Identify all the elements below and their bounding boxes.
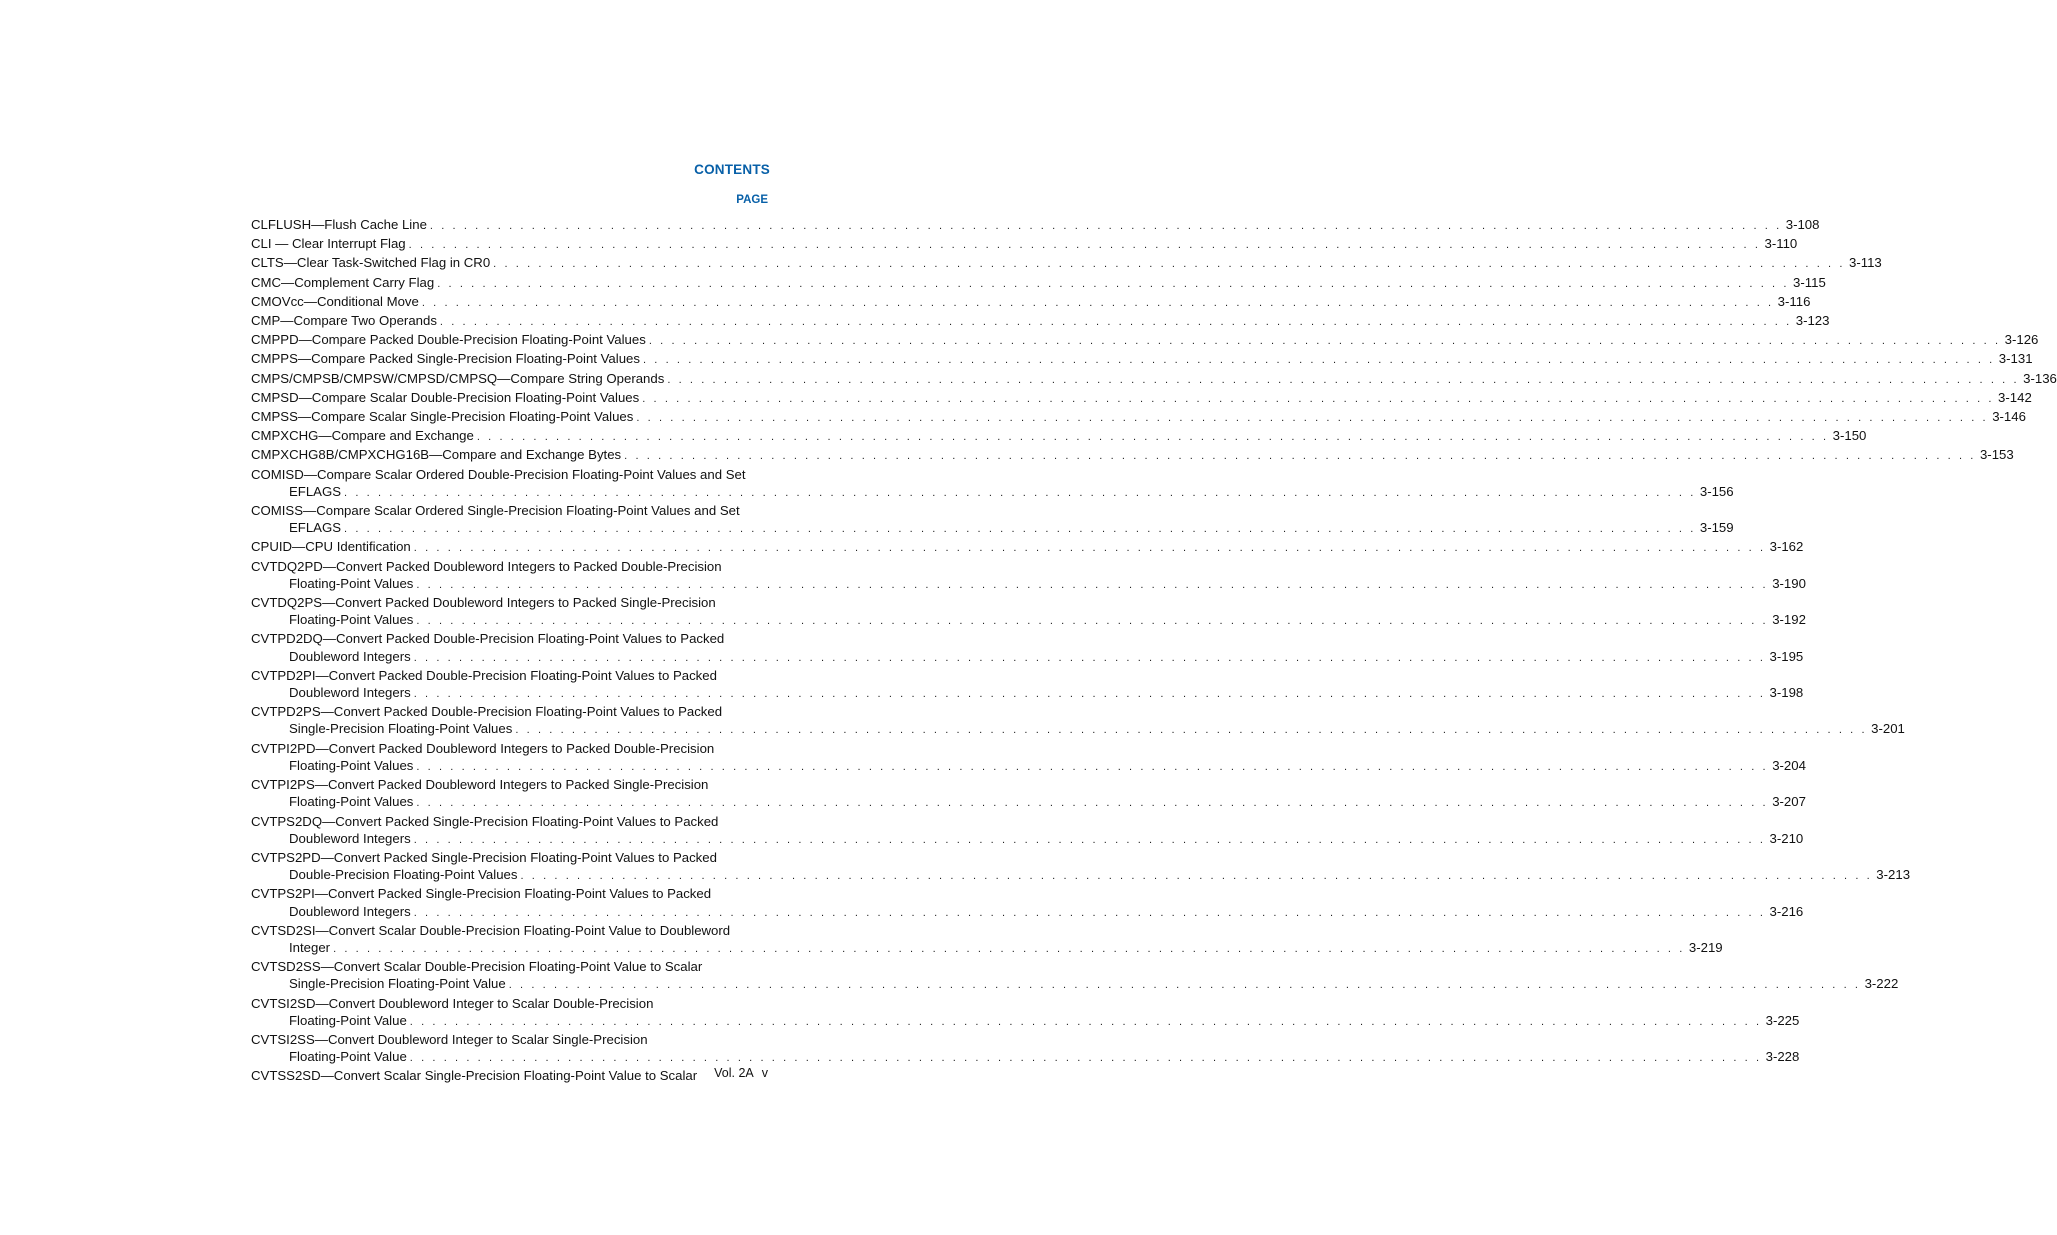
toc-entry-title: CLTS—Clear Task-Switched Flag in CR0 bbox=[251, 255, 491, 271]
dot-leader: . . . . . . . . . . . . . . . . . . . . . . . . . . . . . . . . . . . . . . . . . . . . . . . . . . . . . . . . . . . . . . . . . . . . . . . . . . . . . . . . . . . . . . . . . . . . . . . . . . . . . . . . . . . . . . . . . . . . . . . . bbox=[642, 392, 1995, 405]
toc-page-number: 3-213 bbox=[1876, 867, 1911, 883]
page-footer bbox=[714, 1066, 768, 1080]
toc-entry[interactable] bbox=[251, 667, 1804, 703]
toc-entry-continuation bbox=[251, 903, 1804, 922]
toc-entry-continuation bbox=[251, 1012, 1800, 1031]
toc-entry[interactable] bbox=[251, 813, 1804, 849]
toc-entry-line bbox=[251, 466, 769, 483]
toc-entry-title: CVTDQ2PS—Convert Packed Doubleword Integers to Packed Single-Precision bbox=[251, 595, 716, 611]
toc-entry-title: CLI — Clear Interrupt Flag bbox=[251, 236, 406, 252]
toc-entry[interactable] bbox=[251, 594, 1806, 630]
toc-entry[interactable] bbox=[251, 312, 1830, 331]
toc-entry-title: Doubleword Integers bbox=[289, 830, 411, 846]
toc-page-number: 3-162 bbox=[1769, 539, 1804, 555]
dot-leader: . . . . . . . . . . . . . . . . . . . . . . . . . . . . . . . . . . . . . . . . . . . . . . . . . . . . . . . . . . . . . . . . . . . . . . . . . . . . . . . . . . . . . . . . . . . . . . . . . . . . . . . . . . . . . . . . . . . . . . . . bbox=[421, 296, 1774, 309]
toc-page-number: 3-153 bbox=[1979, 447, 2014, 463]
toc-entry[interactable] bbox=[251, 293, 1811, 312]
dot-leader: . . . . . . . . . . . . . . . . . . . . . . . . . . . . . . . . . . . . . . . . . . . . . . . . . . . . . . . . . . . . . . . . . . . . . . . . . . . . . . . . . . . . . . . . . . . . . . . . . . . . . . . . . . . . . . . . . . . . . . . . bbox=[642, 354, 1995, 367]
toc-entry-line bbox=[251, 331, 2039, 350]
toc-entry-title: EFLAGS bbox=[289, 483, 342, 499]
dot-leader: . . . . . . . . . . . . . . . . . . . . . . . . . . . . . . . . . . . . . . . . . . . . . . . . . . . . . . . . . . . . . . . . . . . . . . . . . . . . . . . . . . . . . . . . . . . . . . . . . . . . . . . . . . . . . . . . . . . . . . . . bbox=[413, 906, 1766, 919]
toc-entry-continuation bbox=[251, 866, 1911, 885]
toc-page-number: 3-131 bbox=[1998, 351, 2033, 367]
toc-entry[interactable] bbox=[251, 446, 2014, 465]
toc-page-number: 3-195 bbox=[1769, 648, 1804, 664]
dot-leader: . . . . . . . . . . . . . . . . . . . . . . . . . . . . . . . . . . . . . . . . . . . . . . . . . . . . . . . . . . . . . . . . . . . . . . . . . . . . . . . . . . . . . . . . . . . . . . . . . . . . . . . . . . . . . . . . . . . . . . . . bbox=[344, 486, 1696, 499]
toc-entry-title: Doubleword Integers bbox=[289, 685, 411, 701]
toc-entry-title: CMPXCHG8B/CMPXCHG16B—Compare and Exchange Bytes bbox=[251, 447, 622, 463]
toc-entry-title: CLFLUSH—Flush Cache Line bbox=[251, 217, 427, 232]
toc-entry-title: CMP—Compare Two Operands bbox=[251, 313, 437, 329]
dot-leader: . . . . . . . . . . . . . . . . . . . . . . . . . . . . . . . . . . . . . . . . . . . . . . . . . . . . . . . . . . . . . . . . . . . . . . . . . . . . . . . . . . . . . . . . . . . . . . . . . . . . . . . . . . . . . . . . . . . . . . . . bbox=[416, 578, 1769, 591]
toc-entry[interactable] bbox=[251, 776, 1806, 812]
dot-leader: . . . . . . . . . . . . . . . . . . . . . . . . . . . . . . . . . . . . . . . . . . . . . . . . . . . . . . . . . . . . . . . . . . . . . . . . . . . . . . . . . . . . . . . . . . . . . . . . . . . . . . . . . . . . . . . . . . . . . . . . bbox=[515, 724, 1868, 737]
toc-entry-title: Floating-Point Values bbox=[289, 757, 414, 773]
toc-entry-title: CMPXCHG—Compare and Exchange bbox=[251, 428, 474, 444]
contents-heading: CONTENTS bbox=[694, 162, 770, 177]
toc-page-number: 3-126 bbox=[2004, 332, 2039, 348]
toc-entry-title: CVTDQ2PD—Convert Packed Doubleword Integers to Packed Double-Precision bbox=[251, 558, 722, 574]
toc-entry-continuation bbox=[251, 793, 1806, 812]
toc-entry-title: CMPSS—Compare Scalar Single-Precision Floating-Point Values bbox=[251, 409, 634, 425]
toc-entry-title: Integer bbox=[289, 939, 331, 955]
toc-entry-line bbox=[251, 254, 1882, 273]
toc-entry-line bbox=[251, 630, 769, 647]
dot-leader: . . . . . . . . . . . . . . . . . . . . . . . . . . . . . . . . . . . . . . . . . . . . . . . . . . . . . . . . . . . . . . . . . . . . . . . . . . . . . . . . . . . . . . . . . . . . . . . . . . . . . . . . . . . . . . . . . . . . . . . . bbox=[439, 316, 1792, 329]
toc-entry[interactable] bbox=[251, 958, 1899, 994]
dot-leader: . . . . . . . . . . . . . . . . . . . . . . . . . . . . . . . . . . . . . . . . . . . . . . . . . . . . . . . . . . . . . . . . . . . . . . . . . . . . . . . . . . . . . . . . . . . . . . . . . . . . . . . . . . . . . . . . . . . . . . . . bbox=[413, 688, 1766, 701]
toc-entry-line bbox=[251, 995, 769, 1012]
dot-leader: . . . . . . . . . . . . . . . . . . . . . . . . . . . . . . . . . . . . . . . . . . . . . . . . . . . . . . . . . . . . . . . . . . . . . . . . . . . . . . . . . . . . . . . . . . . . . . . . . . . . . . . . . . . . . . . . . . . . . . . . bbox=[508, 979, 1861, 992]
toc-entry-continuation bbox=[251, 830, 1804, 849]
toc-entry[interactable] bbox=[251, 538, 1804, 557]
toc-page-number: 3-142 bbox=[1998, 389, 2032, 405]
toc-entry[interactable] bbox=[251, 1067, 769, 1084]
toc-entry-continuation bbox=[251, 720, 1905, 739]
toc-entry-line bbox=[251, 312, 1830, 331]
dot-leader: . . . . . . . . . . . . . . . . . . . . . . . . . . . . . . . . . . . . . . . . . . . . . . . . . . . . . . . . . . . . . . . . . . . . . . . . . . . . . . . . . . . . . . . . . . . . . . . . . . . . . . . . . . . . . . . . . . . . . . . . bbox=[344, 523, 1696, 536]
toc-entry-title: CVTPI2PS—Convert Packed Doubleword Integers to Packed Single-Precision bbox=[251, 777, 709, 793]
toc-entry-line bbox=[251, 849, 769, 866]
toc-entry[interactable] bbox=[251, 370, 2057, 389]
toc-entry-line bbox=[251, 776, 769, 793]
toc-page-number: 3-110 bbox=[1764, 236, 1798, 252]
toc-entry[interactable] bbox=[251, 216, 1820, 235]
toc-entry-line bbox=[251, 1067, 769, 1084]
toc-entry-line bbox=[251, 958, 769, 975]
toc-page-number: 3-204 bbox=[1772, 757, 1806, 773]
dot-leader: . . . . . . . . . . . . . . . . . . . . . . . . . . . . . . . . . . . . . . . . . . . . . . . . . . . . . . . . . . . . . . . . . . . . . . . . . . . . . . . . . . . . . . . . . . . . . . . . . . . . . . . . . . . . . . . . . . . . . . . . bbox=[493, 258, 1845, 271]
toc-page-number: 3-225 bbox=[1765, 1012, 1800, 1028]
toc-page-number: 3-198 bbox=[1769, 685, 1804, 701]
toc-entry-line bbox=[251, 703, 769, 720]
dot-leader: . . . . . . . . . . . . . . . . . . . . . . . . . . . . . . . . . . . . . . . . . . . . . . . . . . . . . . . . . . . . . . . . . . . . . . . . . . . . . . . . . . . . . . . . . . . . . . . . . . . . . . . . . . . . . . . . . . . . . . . . bbox=[413, 542, 1766, 555]
toc-entry-title: CMPSD—Compare Scalar Double-Precision Floating-Point Values bbox=[251, 389, 640, 405]
toc-entry-title: CVTSS2SD—Convert Scalar Single-Precision Floating-Point Value to Scalar bbox=[251, 1068, 698, 1084]
toc-entry-continuation bbox=[251, 757, 1806, 776]
dot-leader: . . . . . . . . . . . . . . . . . . . . . . . . . . . . . . . . . . . . . . . . . . . . . . . . . . . . . . . . . . . . . . . . . . . . . . . . . . . . . . . . . . . . . . . . . . . . . . . . . . . . . . . . . . . . . . . . . . . . . . . . bbox=[413, 833, 1766, 846]
toc-entry-line bbox=[251, 885, 769, 902]
toc-entry[interactable] bbox=[251, 922, 1723, 958]
toc-entry-title: CPUID—CPU Identification bbox=[251, 539, 411, 555]
toc-page-number: 3-159 bbox=[1699, 520, 1734, 536]
toc-entry-title: CVTPI2PD—Convert Packed Doubleword Integers to Packed Double-Precision bbox=[251, 740, 715, 756]
dot-leader: . . . . . . . . . . . . . . . . . . . . . . . . . . . . . . . . . . . . . . . . . . . . . . . . . . . . . . . . . . . . . . . . . . . . . . . . . . . . . . . . . . . . . . . . . . . . . . . . . . . . . . . . . . . . . . . . . . . . . . . . bbox=[416, 760, 1769, 773]
dot-leader: . . . . . . . . . . . . . . . . . . . . . . . . . . . . . . . . . . . . . . . . . . . . . . . . . . . . . . . . . . . . . . . . . . . . . . . . . . . . . . . . . . . . . . . . . . . . . . . . . . . . . . . . . . . . . . . . . . . . . . . . bbox=[333, 942, 1685, 955]
toc-entry-line bbox=[251, 293, 1811, 312]
toc-entry-title: Floating-Point Values bbox=[289, 575, 414, 591]
dot-leader: . . . . . . . . . . . . . . . . . . . . . . . . . . . . . . . . . . . . . . . . . . . . . . . . . . . . . . . . . . . . . . . . . . . . . . . . . . . . . . . . . . . . . . . . . . . . . . . . . . . . . . . . . . . . . . . . . . . . . . . . bbox=[413, 651, 1766, 664]
toc-entry-title: Floating-Point Value bbox=[289, 1049, 407, 1065]
toc-page-number: 3-156 bbox=[1699, 483, 1734, 499]
toc-entry[interactable] bbox=[251, 1031, 1800, 1067]
toc-entry-continuation bbox=[251, 575, 1806, 594]
toc-entry-line bbox=[251, 216, 1820, 235]
toc-entry-title: CVTSD2SI—Convert Scalar Double-Precision Floating-Point Value to Doubleword bbox=[251, 922, 731, 938]
table-of-contents bbox=[251, 216, 2057, 1085]
toc-entry-title: CVTPD2PS—Convert Packed Double-Precision Floating-Point Values to Packed bbox=[251, 704, 723, 720]
toc-page-number: 3-113 bbox=[1849, 255, 1882, 271]
toc-entry[interactable] bbox=[251, 849, 1911, 885]
dot-leader: . . . . . . . . . . . . . . . . . . . . . . . . . . . . . . . . . . . . . . . . . . . . . . . . . . . . . . . . . . . . . . . . . . . . . . . . . . . . . . . . . . . . . . . . . . . . . . . . . . . . . . . . . . . . . . . . . . . . . . . . bbox=[416, 797, 1769, 810]
dot-leader: . . . . . . . . . . . . . . . . . . . . . . . . . . . . . . . . . . . . . . . . . . . . . . . . . . . . . . . . . . . . . . . . . . . . . . . . . . . . . . . . . . . . . . . . . . . . . . . . . . . . . . . . . . . . . . . . . . . . . . . . bbox=[409, 1015, 1762, 1028]
toc-entry-title: EFLAGS bbox=[289, 520, 342, 536]
toc-entry[interactable] bbox=[251, 703, 1905, 739]
toc-entry-title: COMISS—Compare Scalar Ordered Single-Precision Floating-Point Values and Set bbox=[251, 503, 740, 519]
toc-page-number: 3-201 bbox=[1871, 721, 1905, 737]
toc-entry-continuation bbox=[251, 939, 1723, 958]
toc-entry-title: Doubleword Integers bbox=[289, 903, 411, 919]
toc-entry-title: Single-Precision Floating-Point Value bbox=[289, 976, 506, 992]
dot-leader: . . . . . . . . . . . . . . . . . . . . . . . . . . . . . . . . . . . . . . . . . . . . . . . . . . . . . . . . . . . . . . . . . . . . . . . . . . . . . . . . . . . . . . . . . . . . . . . . . . . . . . . . . . . . . . . . . . . . . . . . bbox=[648, 335, 2001, 348]
toc-entry[interactable] bbox=[251, 427, 1867, 446]
dot-leader: . . . . . . . . . . . . . . . . . . . . . . . . . . . . . . . . . . . . . . . . . . . . . . . . . . . . . . . . . . . . . . . . . . . . . . . . . . . . . . . . . . . . . . . . . . . . . . . . . . . . . . . . . . . . . . . . . . . . . . . . bbox=[408, 239, 1761, 252]
toc-entry[interactable] bbox=[251, 389, 2032, 408]
toc-page-number: 3-190 bbox=[1772, 575, 1806, 591]
toc-entry[interactable] bbox=[251, 350, 2033, 369]
toc-entry-line bbox=[251, 558, 769, 575]
page-folio: v bbox=[761, 1066, 768, 1080]
toc-page-number: 3-210 bbox=[1769, 830, 1804, 846]
toc-page-number: 3-222 bbox=[1864, 976, 1899, 992]
toc-entry-title: CVTPD2DQ—Convert Packed Double-Precision Floating-Point Values to Packed bbox=[251, 631, 725, 647]
dot-leader: . . . . . . . . . . . . . . . . . . . . . . . . . . . . . . . . . . . . . . . . . . . . . . . . . . . . . . . . . . . . . . . . . . . . . . . . . . . . . . . . . . . . . . . . . . . . . . . . . . . . . . . . . . . . . . . . . . . . . . . . bbox=[437, 277, 1790, 290]
toc-page-number: 3-150 bbox=[1832, 428, 1867, 444]
page-column-heading: PAGE bbox=[736, 194, 768, 206]
dot-leader: . . . . . . . . . . . . . . . . . . . . . . . . . . . . . . . . . . . . . . . . . . . . . . . . . . . . . . . . . . . . . . . . . . . . . . . . . . . . . . . . . . . . . . . . . . . . . . . . . . . . . . . . . . . . . . . . . . . . . . . . bbox=[416, 615, 1769, 628]
toc-entry-line bbox=[251, 502, 769, 519]
toc-entry-line bbox=[251, 274, 1826, 293]
toc-entry[interactable] bbox=[251, 331, 2039, 350]
toc-entry-line bbox=[251, 594, 769, 611]
toc-entry-title: CVTPS2PD—Convert Packed Single-Precision Floating-Point Values to Packed bbox=[251, 849, 717, 865]
toc-entry-line bbox=[251, 350, 2033, 369]
dot-leader: . . . . . . . . . . . . . . . . . . . . . . . . . . . . . . . . . . . . . . . . . . . . . . . . . . . . . . . . . . . . . . . . . . . . . . . . . . . . . . . . . . . . . . . . . . . . . . . . . . . . . . . . . . . . . . . . . . . . . . . . bbox=[476, 431, 1829, 444]
toc-page-number: 3-216 bbox=[1769, 903, 1804, 919]
toc-entry[interactable] bbox=[251, 466, 1734, 502]
toc-entry-line bbox=[251, 740, 769, 757]
toc-entry-title: Double-Precision Floating-Point Values bbox=[289, 867, 518, 883]
toc-entry-continuation bbox=[251, 648, 1804, 667]
toc-entry-title: CVTPS2DQ—Convert Packed Single-Precision Floating-Point Values to Packed bbox=[251, 813, 719, 829]
toc-entry-title: CVTSI2SD—Convert Doubleword Integer to Scalar Double-Precision bbox=[251, 995, 654, 1011]
dot-leader: . . . . . . . . . . . . . . . . . . . . . . . . . . . . . . . . . . . . . . . . . . . . . . . . . . . . . . . . . . . . . . . . . . . . . . . . . . . . . . . . . . . . . . . . . . . . . . . . . . . . . . . . . . . . . . . . . . . . . . . . bbox=[636, 412, 1989, 425]
toc-page-number: 3-116 bbox=[1777, 293, 1811, 309]
dot-leader: . . . . . . . . . . . . . . . . . . . . . . . . . . . . . . . . . . . . . . . . . . . . . . . . . . . . . . . . . . . . . . . . . . . . . . . . . . . . . . . . . . . . . . . . . . . . . . . . . . . . . . . . . . . . . . . . . . . . . . . . bbox=[520, 870, 1873, 883]
toc-entry-line bbox=[251, 538, 1804, 557]
toc-entry-title: COMISD—Compare Scalar Ordered Double-Precision Floating-Point Values and Set bbox=[251, 466, 746, 482]
toc-entry-continuation bbox=[251, 483, 1734, 502]
toc-entry[interactable] bbox=[251, 408, 2026, 427]
toc-entry[interactable] bbox=[251, 558, 1806, 594]
toc-entry-line bbox=[251, 370, 2057, 389]
toc-entry-title: Floating-Point Values bbox=[289, 612, 414, 628]
toc-entry-line bbox=[251, 235, 1798, 254]
dot-leader: . . . . . . . . . . . . . . . . . . . . . . . . . . . . . . . . . . . . . . . . . . . . . . . . . . . . . . . . . . . . . . . . . . . . . . . . . . . . . . . . . . . . . . . . . . . . . . . . . . . . . . . . . . . . . . . . . . . . . . . . bbox=[409, 1052, 1762, 1065]
toc-entry[interactable] bbox=[251, 254, 1882, 273]
toc-entry-continuation bbox=[251, 519, 1734, 538]
toc-entry-title: CVTSI2SS—Convert Doubleword Integer to Scalar Single-Precision bbox=[251, 1031, 648, 1047]
volume-label: Vol. 2A bbox=[714, 1066, 754, 1080]
toc-entry-title: Single-Precision Floating-Point Values bbox=[289, 721, 513, 737]
toc-entry-line bbox=[251, 427, 1867, 446]
toc-page-number: 3-192 bbox=[1772, 612, 1806, 628]
toc-entry[interactable] bbox=[251, 235, 1798, 254]
toc-entry-title: Floating-Point Value bbox=[289, 1012, 407, 1028]
toc-entry-title: CMPPS—Compare Packed Single-Precision Floating-Point Values bbox=[251, 351, 640, 367]
toc-entry-line bbox=[251, 1031, 769, 1048]
dot-leader: . . . . . . . . . . . . . . . . . . . . . . . . . . . . . . . . . . . . . . . . . . . . . . . . . . . . . . . . . . . . . . . . . . . . . . . . . . . . . . . . . . . . . . . . . . . . . . . . . . . . . . . . . . . . . . . . . . . . . . . . bbox=[429, 220, 1782, 232]
toc-page-number: 3-108 bbox=[1785, 217, 1820, 232]
toc-page-number: 3-123 bbox=[1795, 313, 1830, 329]
toc-entry-title: CMPS/CMPSB/CMPSW/CMPSD/CMPSQ—Compare String Operands bbox=[251, 370, 665, 386]
toc-entry-title: Floating-Point Values bbox=[289, 794, 414, 810]
toc-entry-title: CVTSD2SS—Convert Scalar Double-Precision Floating-Point Value to Scalar bbox=[251, 959, 703, 975]
toc-entry-continuation bbox=[251, 611, 1806, 630]
toc-entry-line bbox=[251, 408, 2026, 427]
toc-entry[interactable] bbox=[251, 885, 1804, 921]
toc-entry-line bbox=[251, 922, 769, 939]
toc-entry-line bbox=[251, 389, 2032, 408]
toc-page-number: 3-136 bbox=[2023, 370, 2057, 386]
toc-page-number: 3-146 bbox=[1992, 409, 2026, 425]
toc-entry-continuation bbox=[251, 1048, 1800, 1067]
toc-page-number: 3-228 bbox=[1765, 1049, 1800, 1065]
toc-page-number: 3-219 bbox=[1688, 939, 1723, 955]
toc-entry-line bbox=[251, 813, 769, 830]
toc-entry-line bbox=[251, 667, 769, 684]
toc-page-number: 3-115 bbox=[1793, 274, 1826, 290]
toc-entry[interactable] bbox=[251, 630, 1804, 666]
toc-entry-title: Doubleword Integers bbox=[289, 648, 411, 664]
toc-entry-title: CVTPD2PI—Convert Packed Double-Precision Floating-Point Values to Packed bbox=[251, 667, 717, 683]
toc-entry-continuation bbox=[251, 975, 1899, 994]
toc-entry-line bbox=[251, 446, 2014, 465]
toc-page-number: 3-207 bbox=[1772, 794, 1806, 810]
toc-entry[interactable] bbox=[251, 740, 1806, 776]
toc-entry[interactable] bbox=[251, 502, 1734, 538]
toc-entry-title: CMPPD—Compare Packed Double-Precision Floating-Point Values bbox=[251, 332, 646, 348]
dot-leader: . . . . . . . . . . . . . . . . . . . . . . . . . . . . . . . . . . . . . . . . . . . . . . . . . . . . . . . . . . . . . . . . . . . . . . . . . . . . . . . . . . . . . . . . . . . . . . . . . . . . . . . . . . . . . . . . . . . . . . . . bbox=[624, 450, 1976, 463]
dot-leader: . . . . . . . . . . . . . . . . . . . . . . . . . . . . . . . . . . . . . . . . . . . . . . . . . . . . . . . . . . . . . . . . . . . . . . . . . . . . . . . . . . . . . . . . . . . . . . . . . . . . . . . . . . . . . . . . . . . . . . . . bbox=[667, 373, 2020, 386]
toc-entry[interactable] bbox=[251, 274, 1826, 293]
toc-entry-title: CMOVcc—Conditional Move bbox=[251, 293, 419, 309]
toc-entry-continuation bbox=[251, 684, 1804, 703]
toc-entry-title: CVTPS2PI—Convert Packed Single-Precision Floating-Point Values to Packed bbox=[251, 886, 712, 902]
toc-entry-title: CMC—Complement Carry Flag bbox=[251, 274, 435, 290]
toc-entry[interactable] bbox=[251, 995, 1800, 1031]
